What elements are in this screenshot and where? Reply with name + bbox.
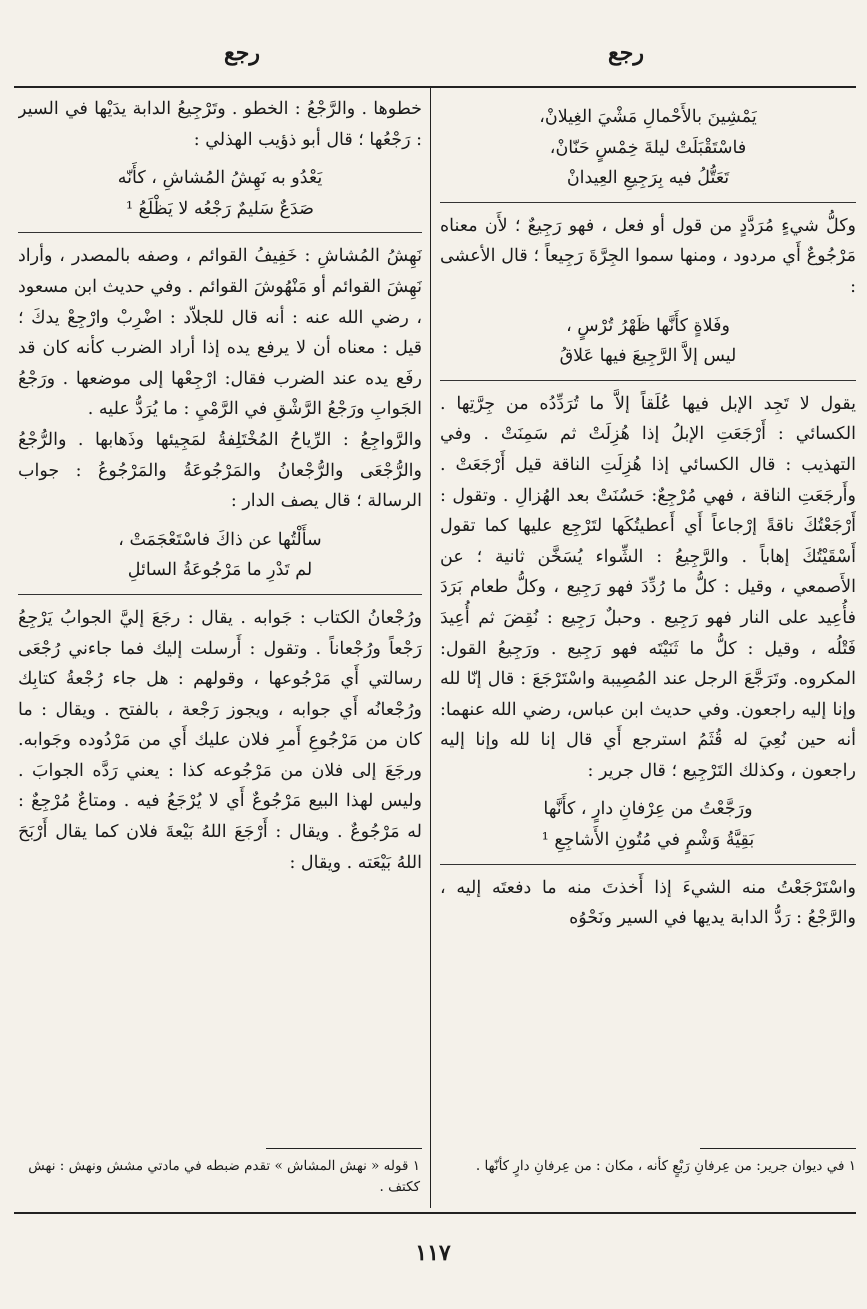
top-rule: [14, 86, 856, 88]
column-divider: [430, 88, 431, 1208]
header-left-word: رجع: [224, 40, 260, 66]
verse-block: [440, 794, 856, 855]
verse-line: يَعْدُو به نَهِشُ المُشاشِ ، كأَنّه: [117, 168, 323, 189]
header-right-word: رجع: [608, 40, 644, 66]
verse-block: [440, 102, 856, 194]
verse-line: تَعَتُّلُ فيه بِرَجِيعِ العِيدانْ: [566, 168, 730, 189]
verse-line: صَدَعٌ سَليمٌ رَجْعُه لا يَظْلَعُ ¹: [125, 198, 315, 219]
paragraph: خطوها . والرَّجْعُ : الخطو . وتَرْجِيعُ الدابة يدَيْها في السير : رَجْعُها ؛ قال أبو ذؤيب الهذلي :: [18, 99, 422, 150]
paragraph: والرَّواجِعُ : الرِّياحُ المُخْتَلِفةُ لمَجِيئها وذَهابها . والرُّجْعُ والرُّجْعَى والرُّجْعانُ والمَرْجُوعَةُ والمَرْجُوعُ : جواب الرسالة ؛ قال يصف الدار :: [18, 429, 422, 512]
verse-line: بَقِيَّةُ وَشْمٍ في مُتُونِ الأَشاجِعِ ¹: [541, 830, 755, 851]
footnote-rule-right: [700, 1148, 856, 1149]
verse-block: [18, 163, 422, 224]
verse-separator: [18, 232, 422, 233]
verse-line: وفَلاةٍ كأَنَّها ظَهْرُ تُرْسٍ ،: [566, 315, 730, 336]
verse-line: يَمْشِينَ بالأَحْمالِ مَشْيَ الغِيلانْ،: [539, 107, 757, 127]
paragraph: واسْتَرْجَعْتُ منه الشيءَ إذا أَخذتَ منه ما دفعتَه إليه ، والرَّجْعُ : رَدُّ الدابة يديها في السير ونَحْوُه: [440, 877, 856, 929]
verse-line: سأَلْتُها عن ذاكَ فاسْتَعْجَمَتْ ،: [118, 529, 322, 550]
verse-block: [18, 525, 422, 586]
page-number: ١١٧: [415, 1240, 451, 1266]
verse-line: فاسْتَقْبَلَتْ ليلةَ خِمْسٍ حَنّانْ،: [549, 137, 747, 158]
verse-block: [440, 311, 856, 372]
verse-separator: [440, 380, 856, 381]
footnote-rule-left: [266, 1148, 422, 1149]
verse-separator: [18, 594, 422, 595]
verse-line: لم تَدْرِ ما مَرْجُوعَةُ السائلِ: [127, 560, 313, 581]
paragraph: وكلُّ شيءٍ مُرَدَّدٍ من قول أو فعل ، فهو رَجِيعٌ ؛ لأَن معناه مَرْجُوعٌ أَي مردود ، ومنها سموا الجِرَّةَ رَجِيعاً ؛ قال الأعشى :: [440, 215, 856, 297]
bottom-rule: [14, 1212, 856, 1214]
footnote-left: ١ قوله « نهش المشاش » تقدم ضبطه في مادتي مشش ونهش : نهش ككتف .: [28, 1158, 420, 1195]
verse-line: ورَجَّعْتُ من عِرْفانِ دارٍ ، كأَنَّها: [543, 799, 753, 820]
footnote-right: ١ في ديوان جرير: من عِرفانِ رَبْعٍ كأنه ، مكان : من عِرفانِ دارٍ كأنّها .: [475, 1158, 856, 1174]
verse-separator: [440, 202, 856, 203]
paragraph: ورُجْعانُ الكتاب : جَوابه . يقال : رجَعَ إليَّ الجوابُ يَرْجِعُ رَجْعاً ورُجْعاناً . وتقول : أَرسلت إليك فما جاءني رُجْعَى رسالتي أَي مَرْجُوعها ، وقولهم : هل جاء رُجْعةُ كتابِك ورُجْعانُه أَي جوابه ، ويجوز رَجْعة ، بالفتح . ويقال : ما كان من مَرْجُوعِ أَمرِ فلان عليك أَي من مَرْدُوده وجَوابه. ورجَعَ إلى فلان من مَرْجُوعه كذا : يعني رَدَّه الجوابَ . وليس لهذا البيع مَرْجُوعٌ أَي لا يُرْجَعُ فيه . ومتاعٌ مُرْجِعٌ : له مَرْجُوعٌ . ويقال : أَرْجَعَ اللهُ بَيْعةَ فلان كما يقال أَرْبَحَ اللهُ بَيْعَته . ويقال :: [18, 607, 422, 873]
right-column: [440, 94, 856, 934]
verse-line: ليس إلاَّ الرَّجِيعَ فيها عَلاقُ: [559, 346, 737, 367]
paragraph: نَهِشُ المُشاشِ : خَفِيفُ القوائم ، وصفه بالمصدر ، وأراد نَهِشَ القوائم أو مَنْهُوشَ القوائم . وفي حديث ابن مسعود ، رضي الله عنه : أنه قال للجلاّد : اضْرِبْ وارْجِعْ يدكَ ؛ قيل : معناه أن لا يرفع يده إذا أراد الضرب كأنه كان قد رفَع يده عند الضرب فقال: ارْجِعْها إلى موضعها . ورَجْعُ الجَوابِ ورَجْعُ الرَّشْقِ في الرَّمْيِ : ما يُرَدُّ عليه .: [18, 246, 422, 420]
verse-separator: [440, 864, 856, 865]
paragraph: يقول لا تَجِد الإبل فيها عُلَقاً إلاَّ ما تُرَدِّدُه من جِرَّتِها . الكسائي : أَرْجَعَتِ الإبلُ إذا هُزِلَتْ ثم سَمِنَتْ . وفي التهذيب : قال الكسائي إذا هُزِلَتِ الناقة قيل أَرْجَعَتْ . وأَرجَعَتِ الناقة ، فهي مُرْجِعٌ: حَسُنَتْ بعد الهُزالِ . وتقول : أَرْجَعْتُكَ ناقةً إرْجاعاً أَي أَعطيتُكَها لتَرْجِع عليها كما تقول أَسْقَيْتُكَ إهاباً . والرَّجِيعُ : الشِّواء يُسَخَّن ثانية ؛ عن الأَصمعي ، وقيل : كلُّ ما رُدِّدَ فهو رَجِيع ، وكلُّ طعام بَرَدَ فأُعِيد على النار فهو رَجِيع . وحبلٌ رَجِيع : نُقِضَ ثم أُعِيدَ فَتْلُه ، وقيل : كلُّ ما ثَنَيْتَه فهو رَجِيع . ورَجِيعُ القول: المكروه. وتَرَجَّعَ الرجل عند المُصِيبة واسْتَرْجَعَ : قال إنّا لله وإنا إليه راجعون. وفي حديث ابن عباس، رضي الله عنهما: أنه حين نُعِيَ له قُثَمُ استرجع أَي قال إنا لله وإنا إليه راجعون ، وكذلك التَرْجِيع ؛ قال جرير :: [440, 393, 856, 781]
left-column: [18, 94, 422, 878]
